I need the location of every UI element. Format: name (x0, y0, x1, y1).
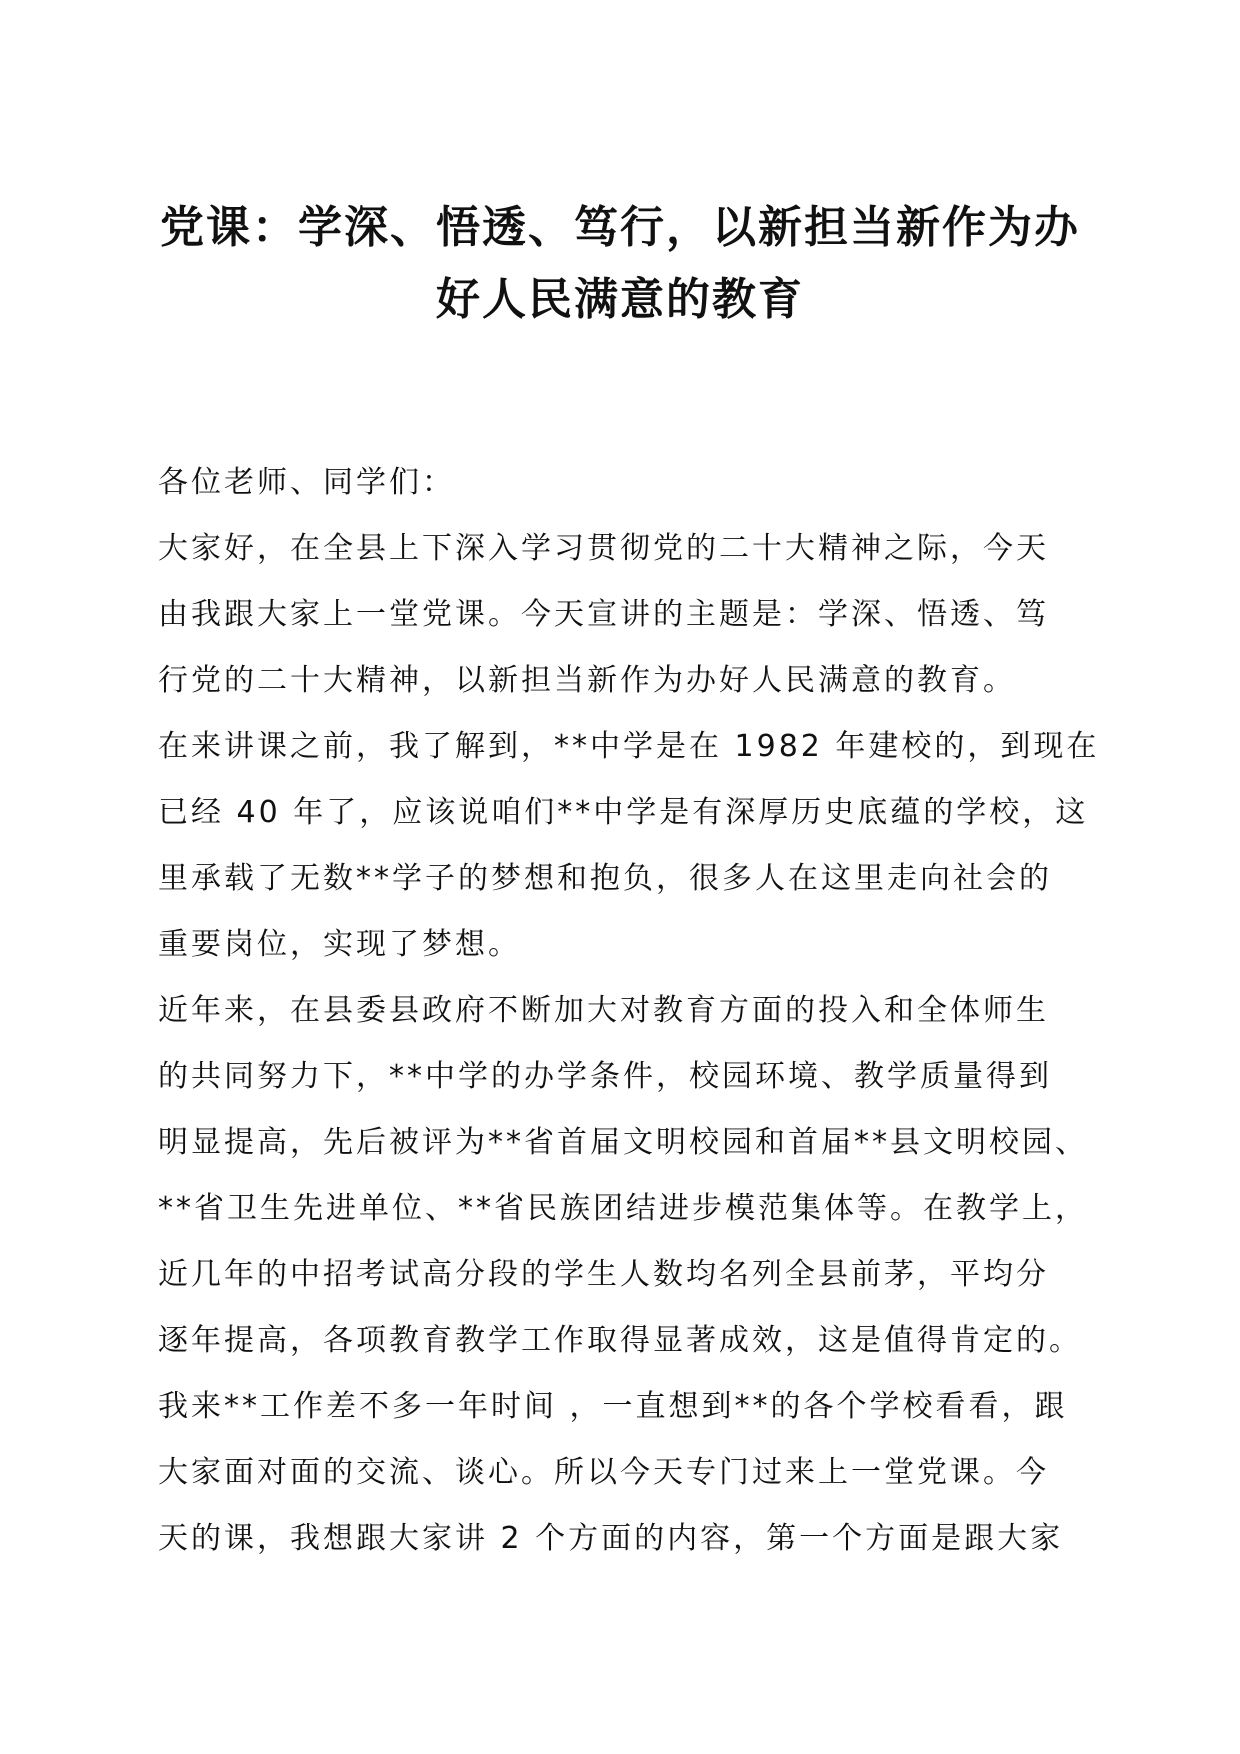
paragraph-achievements (158, 978, 1108, 1374)
title-line-1: 党课：学深、悟透、笃行，以新担当新作为办 (160, 202, 1080, 253)
document-title (140, 192, 1100, 336)
text-line: 我来**工作差不多一年时间 ，一直想到**的各个学校看看，跟 (158, 1389, 1068, 1424)
text-line: 的共同努力下，**中学的办学条件，校园环境、教学质量得到 (158, 1059, 1052, 1094)
text-line: 天的课，我想跟大家讲 2 个方面的内容，第一个方面是跟大家 (158, 1521, 1064, 1556)
text-line: 由我跟大家上一堂党课。今天宣讲的主题是：学深、悟透、笃 (158, 597, 1049, 632)
text-line: 行党的二十大精神，以新担当新作为办好人民满意的教育。 (158, 663, 1016, 698)
paragraph-intro (158, 516, 1108, 714)
text-line: 已经 40 年了，应该说咱们**中学是有深厚历史底蕴的学校，这 (158, 795, 1089, 830)
text-line: 重要岗位，实现了梦想。 (158, 927, 521, 962)
title-line-2: 好人民满意的教育 (436, 274, 804, 325)
text-line: **省卫生先进单位、**省民族团结进步模范集体等。在教学上， (158, 1191, 1088, 1226)
text-line: 明显提高，先后被评为**省首届文明校园和首届**县文明校园、 (158, 1125, 1088, 1160)
text-line: 近几年的中招考试高分段的学生人数均名列全县前茅，平均分 (158, 1257, 1049, 1292)
text-line: 大家面对面的交流、谈心。所以今天专门过来上一堂党课。今 (158, 1455, 1049, 1490)
text-line: 近年来，在县委县政府不断加大对教育方面的投入和全体师生 (158, 993, 1049, 1028)
greeting-line: 各位老师、同学们： (158, 465, 455, 500)
text-line: 在来讲课之前，我了解到，**中学是在 1982 年建校的，到现在 (158, 729, 1100, 764)
paragraph-purpose (158, 1374, 1108, 1572)
text-line: 里承载了无数**学子的梦想和抱负，很多人在这里走向社会的 (158, 861, 1052, 896)
greeting-paragraph (158, 450, 1108, 516)
document-body (158, 450, 1108, 1572)
text-line: 逐年提高，各项教育教学工作取得显著成效，这是值得肯定的。 (158, 1323, 1082, 1358)
text-line: 大家好，在全县上下深入学习贯彻党的二十大精神之际，今天 (158, 531, 1049, 566)
paragraph-school-history (158, 714, 1108, 978)
